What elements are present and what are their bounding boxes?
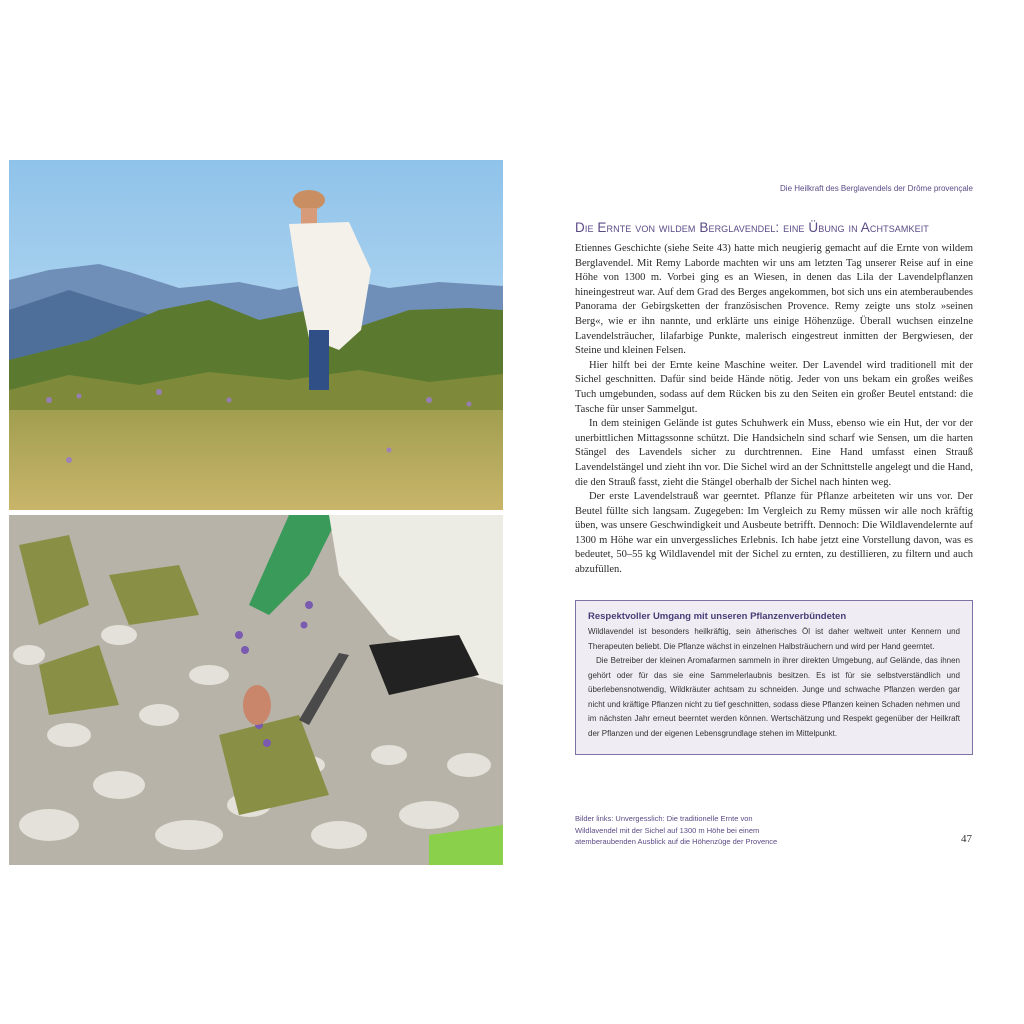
body-text xyxy=(575,242,973,578)
page-number: 47 xyxy=(961,833,972,845)
info-box xyxy=(575,600,973,755)
photo-lavender-meadow xyxy=(9,160,503,510)
paragraph: Hier hilft bei der Ernte keine Maschine weiter. Der Lavendel wird traditionell mit der Sichel geschnitten. Dafür sind beide Hände nötig. Jeder von uns bekam ein großes weißes Tuch umgebunden, sodass auf dem Rücken bis zu den Seiten ein großer Beutel entstand: die Tasche für unser Sammelgut. xyxy=(575,359,973,415)
info-box-text xyxy=(588,625,960,741)
info-box-paragraph: Wildlavendel ist besonders heilkräftig, sein ätherisches Öl ist daher weltweit unter Kennern und Therapeuten beliebt. Die Pflanze wächst in einzelnen Halbsträuchern und wird per Hand geerntet. xyxy=(588,627,960,651)
section-heading: Die Ernte von wildem Berglavendel: eine Übung in Achtsamkeit xyxy=(575,220,929,235)
paragraph: In dem steinigen Gelände ist gutes Schuhwerk ein Muss, ebenso wie ein Hut, der vor der unerbittlichen Mittagssonne schützt. Die Handsicheln sind scharf wie Sensen, um die harten Stängel des Lavendels sicher zu durchtrennen. Eine Hand umfasst einen Strauß Lavendelstängel und zieht ihn vor. Die Sichel wird an der Schnittstelle angelegt und die Hand, die den Strauß fasst, zieht die Stängel oberhalb der Sichel nach hinten weg. xyxy=(575,418,973,488)
info-box-title: Respektvoller Umgang mit unseren Pflanzenverbündeten xyxy=(588,611,847,622)
paragraph: Der erste Lavendelstrauß war geerntet. Pflanze für Pflanze arbeiteten wir uns vor. Der Beutel füllte sich langsam. Zugegeben: Im Vergleich zu Remy müssen wir alle noch kräftig üben, was unsere Geschwindigkeit und Ausbeute betrifft. Dennoch: Die Wildlavendelernte auf 1300 m Höhe war ein unvergessliches Erlebnis. Ich habe jetzt eine Vorstellung davon, was es bedeutet, 50–55 kg Wildlavendel mit der Sichel zu ernten, zu destillieren, zu filtern und auch abzufüllen. xyxy=(575,491,973,576)
info-box-paragraph: Die Betreiber der kleinen Aromafarmen sammeln in ihrer direkten Umgebung, auf Gelände, das ihnen gehört oder für das sie eine Sammelerlaubnis besitzen. Es ist für sie selbstverständlich und überlebensnotwendig, Wildkräuter achtsam zu schneiden. Junge und schwache Pflanzen werden gar nicht und kräftige Pflanzen nicht zu tief geschnitten, sodass diese Pflanzen keinen Schaden nehmen und im nächsten Jahr erneut beerntet werden können. Wertschätzung und Respekt gegenüber der Heilkraft der Pflanzen und der eigenen Lebensgrundlage stehen im Mittelpunkt. xyxy=(588,656,960,738)
image-caption: Bilder links: Unvergesslich: Die traditionelle Ernte von Wildlavendel mit der Sichel auf 1300 m Höhe bei einem atemberaubenden Ausblick auf die Höhenzüge der Provence xyxy=(575,814,778,846)
running-head: Die Heilkraft des Berglavendels der Drôme provençale xyxy=(780,184,973,193)
paragraph: Etiennes Geschichte (siehe Seite 43) hatte mich neugierig gemacht auf die Ernte von wildem Berglavendel. Mit Remy Laborde machten wir uns am letzten Tag unserer Reise auf in eine Höhe von 1300 m. Vorbei ging es an Wiesen, in denen das Lila der Lavendelpflanzen hineingestreut war. Auf dem Grad des Berges angekommen, bot sich uns ein atemberaubendes Panorama der Gebirgsketten der französischen Provence. Remy zeigte uns stolz »seinen Berg«, wie er ihn nannte, und erklärte uns einige Höhenzüge. Überall wuchsen einzelne Lavendelsträucher, lilafarbige Punkte, malerisch eingestreut inmitten der Bergwiesen, der Steine und kleinen Felsen. xyxy=(575,243,973,357)
photo-lavender-harvest-closeup xyxy=(9,515,503,865)
